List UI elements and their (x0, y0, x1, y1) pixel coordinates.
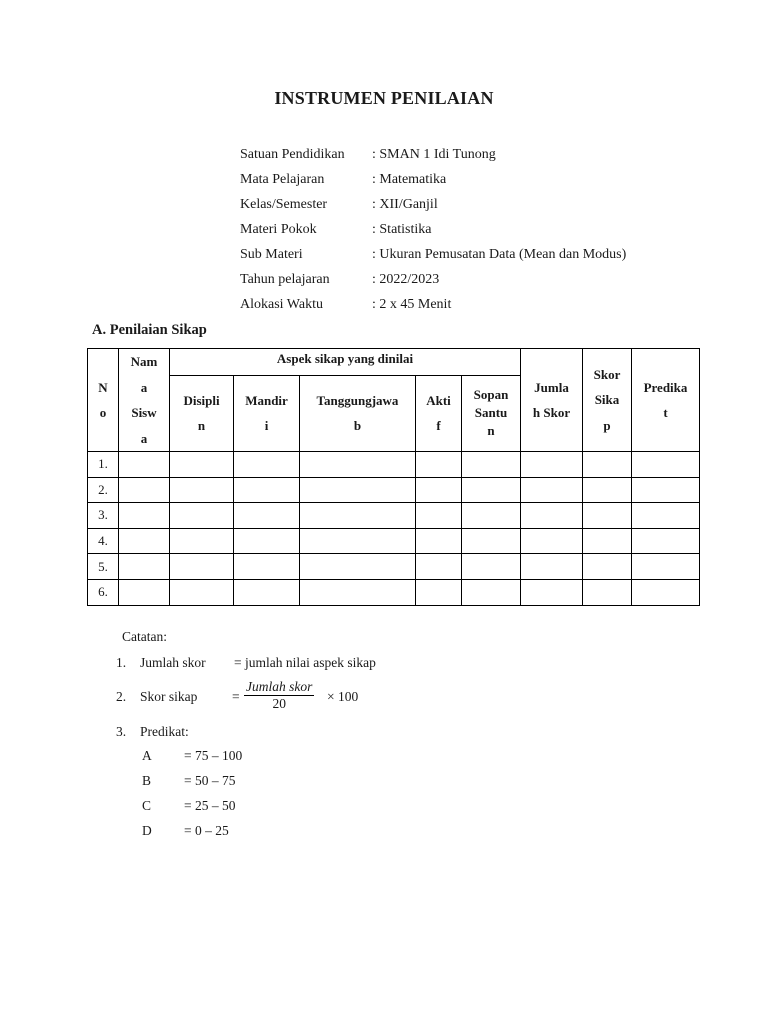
table-cell (300, 528, 416, 554)
row-number: 5. (88, 554, 119, 580)
formula-denominator: 20 (272, 696, 286, 711)
table-cell (632, 579, 700, 605)
header-text: t (663, 405, 668, 420)
table-cell (521, 477, 583, 503)
table-cell (119, 528, 170, 554)
header-disiplin (170, 375, 234, 452)
header-predikat (632, 349, 700, 452)
header-no (88, 349, 119, 452)
info-label: Kelas/Semester (240, 197, 328, 212)
table-cell (521, 579, 583, 605)
formula-multiplier: × 100 (327, 689, 359, 704)
info-value: : Statistika (372, 222, 432, 237)
table-row (88, 503, 700, 529)
info-value: : Ukuran Pemusatan Data (Mean dan Modus) (372, 247, 627, 262)
grade-letter: A (142, 748, 152, 763)
table-cell (416, 554, 462, 580)
attitude-assessment-table (87, 348, 700, 606)
header-text: Akti (426, 393, 451, 409)
note-number: 1. (116, 655, 127, 670)
table-cell (119, 503, 170, 529)
header-text: Jumla (534, 379, 569, 395)
table-cell (300, 477, 416, 503)
grade-range: = 75 – 100 (184, 748, 243, 763)
formula-fraction (244, 679, 314, 712)
header-text: Sika (594, 392, 620, 408)
note-label: Jumlah skor (140, 655, 206, 670)
header-text: a (140, 379, 148, 395)
table-row (88, 554, 700, 580)
table-cell (462, 452, 521, 478)
info-row-kelas (240, 196, 626, 221)
table-cell (234, 554, 300, 580)
row-number: 3. (88, 503, 119, 529)
info-value: : 2 x 45 Menit (372, 297, 452, 312)
row-number: 6. (88, 579, 119, 605)
header-text: Sopan (473, 387, 509, 403)
table-cell (416, 477, 462, 503)
grade-range: = 25 – 50 (184, 798, 236, 813)
table-cell (462, 503, 521, 529)
table-cell (170, 452, 234, 478)
note-number: 2. (116, 689, 127, 704)
header-aspek-sikap: Aspek sikap yang dinilai (170, 349, 521, 376)
info-block (240, 146, 626, 321)
table-cell (119, 452, 170, 478)
table-cell (521, 452, 583, 478)
header-text: p (603, 417, 611, 433)
table-cell (119, 554, 170, 580)
info-label: Tahun pelajaran (240, 272, 330, 287)
table-cell (462, 554, 521, 580)
table-cell (462, 528, 521, 554)
header-nama-siswa (119, 349, 170, 452)
table-cell (632, 503, 700, 529)
info-row-submateri (240, 246, 626, 271)
row-number: 4. (88, 528, 119, 554)
formula-numerator: Jumlah skor (246, 679, 313, 694)
table-cell (521, 503, 583, 529)
info-row-waktu (240, 296, 626, 321)
header-text: Tanggungjawa (316, 393, 399, 409)
table-cell (416, 503, 462, 529)
table-row (88, 477, 700, 503)
section-title: A. Penilaian Sikap (92, 322, 207, 338)
info-value: : XII/Ganjil (372, 197, 438, 212)
header-text: n (197, 418, 206, 434)
table-cell (170, 554, 234, 580)
table-cell (170, 579, 234, 605)
note-value: = jumlah nilai aspek sikap (234, 655, 376, 670)
header-text: n (487, 423, 495, 439)
table-cell (416, 579, 462, 605)
table-cell (416, 528, 462, 554)
info-value: : SMAN 1 Idi Tunong (372, 147, 496, 162)
header-text: i (264, 418, 269, 434)
table-cell (234, 452, 300, 478)
header-text: Predika (643, 379, 688, 395)
table-cell (632, 528, 700, 554)
table-cell (521, 554, 583, 580)
header-text: b (353, 418, 362, 434)
info-label: Sub Materi (240, 247, 303, 262)
table-row (88, 452, 700, 478)
info-row-tahun (240, 271, 626, 296)
header-text: Mandir (245, 393, 288, 409)
header-text: h Skor (532, 405, 571, 420)
info-value: : Matematika (372, 172, 447, 187)
info-label: Materi Pokok (240, 222, 317, 237)
header-text: f (436, 418, 441, 434)
header-tanggungjawab (300, 375, 416, 452)
notes-heading: Catatan: (122, 629, 167, 644)
grade-letter: C (142, 798, 152, 813)
info-label: Satuan Pendidikan (240, 147, 345, 162)
table-cell (632, 452, 700, 478)
row-number: 1. (88, 452, 119, 478)
table-cell (521, 528, 583, 554)
grade-letter: B (142, 773, 152, 788)
header-text: Disipli (183, 393, 220, 409)
header-text: o (99, 405, 107, 420)
info-row-mapel (240, 171, 626, 196)
table-cell (416, 452, 462, 478)
table-cell (632, 554, 700, 580)
table-cell (234, 503, 300, 529)
table-cell (583, 554, 632, 580)
table-cell (583, 528, 632, 554)
header-aktif (416, 375, 462, 452)
info-row-materi (240, 221, 626, 246)
table-row (88, 579, 700, 605)
header-text: Skor (593, 366, 621, 382)
table-cell (300, 579, 416, 605)
table-cell (583, 477, 632, 503)
info-value: : 2022/2023 (372, 272, 440, 287)
header-text: Sisw (131, 405, 157, 420)
document-title: INSTRUMEN PENILAIAN (274, 88, 494, 108)
header-mandiri (234, 375, 300, 452)
info-label: Alokasi Waktu (240, 297, 323, 312)
table-cell (170, 528, 234, 554)
table-cell (170, 503, 234, 529)
header-skor-sikap (583, 349, 632, 452)
header-text: a (140, 430, 148, 446)
table-cell (119, 477, 170, 503)
info-label: Mata Pelajaran (240, 172, 325, 187)
grade-letter: D (142, 823, 152, 838)
note-label: Predikat: (140, 724, 189, 739)
table-cell (462, 477, 521, 503)
note-number: 3. (116, 724, 127, 739)
table-cell (119, 579, 170, 605)
skor-sikap-formula (244, 679, 314, 712)
table-cell (632, 477, 700, 503)
table-cell (234, 528, 300, 554)
header-jumlah-skor (521, 349, 583, 452)
table-cell (300, 452, 416, 478)
row-number: 2. (88, 477, 119, 503)
header-text: Nam (130, 354, 158, 369)
grade-range: = 50 – 75 (184, 773, 236, 788)
header-text: Santu (474, 405, 508, 421)
info-row-satuan (240, 146, 626, 171)
header-text: N (98, 379, 108, 395)
table-cell (583, 503, 632, 529)
table-cell (234, 579, 300, 605)
note-label: Skor sikap (140, 689, 198, 704)
table-cell (170, 477, 234, 503)
table-cell (300, 554, 416, 580)
grade-range: = 0 – 25 (184, 823, 229, 838)
table-cell (300, 503, 416, 529)
table-cell (583, 579, 632, 605)
formula-equals: = (232, 689, 240, 704)
table-cell (234, 477, 300, 503)
header-sopan-santun (462, 375, 521, 452)
table-cell (462, 579, 521, 605)
table-row (88, 528, 700, 554)
table-cell (583, 452, 632, 478)
